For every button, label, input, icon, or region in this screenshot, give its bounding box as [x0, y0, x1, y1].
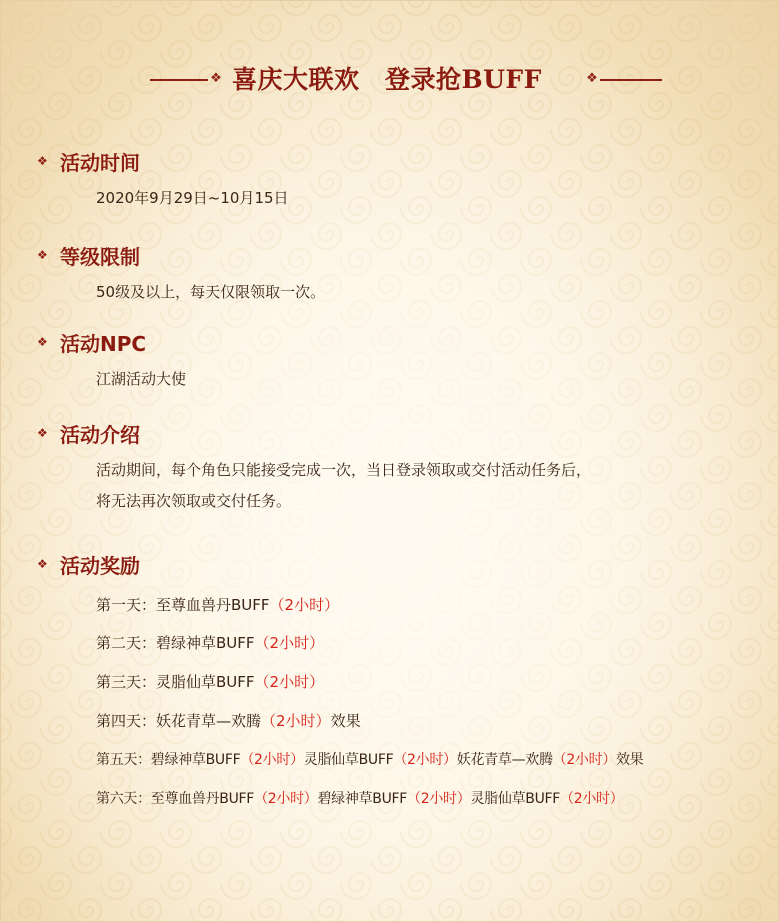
reward-duration: （2小时）: [254, 673, 325, 691]
reward-item: 妖花青草—欢腾: [456, 752, 553, 768]
section-heading-rewards: [37, 549, 140, 579]
reward-item: 灵脂仙草BUFF: [303, 752, 394, 768]
reward-item: 第三天：灵脂仙草BUFF: [96, 673, 255, 691]
intro-text-line-1: 活动期间，每个角色只能接受完成一次，当日登录领取或交付活动任务后，: [96, 461, 592, 479]
reward-item: 灵脂仙草BUFF: [470, 791, 561, 807]
reward-item: 第一天：至尊血兽丹BUFF: [96, 596, 270, 614]
reward-duration: （2小时）: [269, 596, 340, 614]
reward-day-6: [96, 788, 623, 810]
diamond-bullet-icon: ❖: [37, 557, 48, 571]
reward-item: 第二天：碧绿神草BUFF: [96, 634, 255, 652]
reward-day-5: [96, 749, 644, 771]
title-divider-right: [600, 79, 662, 81]
reward-duration: （2小时）: [254, 791, 318, 807]
level-requirement-text: 50级及以上，每天仅限领取一次。: [96, 283, 326, 301]
section-title: 等级限制: [60, 244, 140, 269]
reward-duration: （2小时）: [407, 791, 471, 807]
section-heading-intro: [37, 418, 140, 448]
reward-day-2: [96, 632, 324, 654]
section-heading-npc: [37, 327, 146, 357]
reward-duration: （2小时）: [240, 752, 304, 768]
diamond-bullet-icon: ❖: [37, 248, 48, 262]
section-heading-time: [37, 146, 140, 176]
reward-item: 第五天：碧绿神草BUFF: [96, 752, 241, 768]
npc-name-text: 江湖活动大使: [96, 370, 187, 388]
reward-duration: （2小时）: [261, 712, 331, 730]
diamond-bullet-icon: ❖: [37, 426, 48, 440]
reward-item: 第四天：妖花青草—欢腾: [96, 712, 262, 730]
reward-duration: （2小时）: [393, 752, 457, 768]
section-title: 活动介绍: [60, 422, 140, 447]
diamond-ornament-icon: ❖: [586, 71, 598, 86]
diamond-bullet-icon: ❖: [37, 335, 48, 349]
section-heading-level: [37, 240, 140, 270]
reward-day-1: [96, 594, 339, 616]
reward-duration: （2小时）: [552, 752, 617, 768]
section-title: 活动奖励: [60, 553, 140, 578]
event-date-text: 2020年9月29日~10月15日: [96, 189, 289, 207]
title-divider-left: [150, 79, 208, 81]
reward-item: 碧绿神草BUFF: [317, 791, 408, 807]
reward-suffix: 效果: [330, 712, 361, 730]
reward-duration: （2小时）: [254, 634, 325, 652]
reward-day-4: [96, 710, 361, 732]
diamond-bullet-icon: ❖: [37, 154, 48, 168]
reward-item: 第六天：至尊血兽丹BUFF: [96, 791, 255, 807]
page-title: 喜庆大联欢 登录抢BUFF: [232, 65, 542, 94]
reward-day-3: [96, 671, 324, 693]
section-title: 活动NPC: [60, 331, 147, 356]
title-banner: [0, 58, 779, 102]
reward-suffix: 效果: [616, 752, 644, 768]
intro-text-line-2: 将无法再次领取或交付任务。: [96, 492, 292, 510]
reward-duration: （2小时）: [560, 791, 624, 807]
diamond-ornament-icon: ❖: [210, 71, 222, 86]
section-title: 活动时间: [60, 150, 140, 175]
